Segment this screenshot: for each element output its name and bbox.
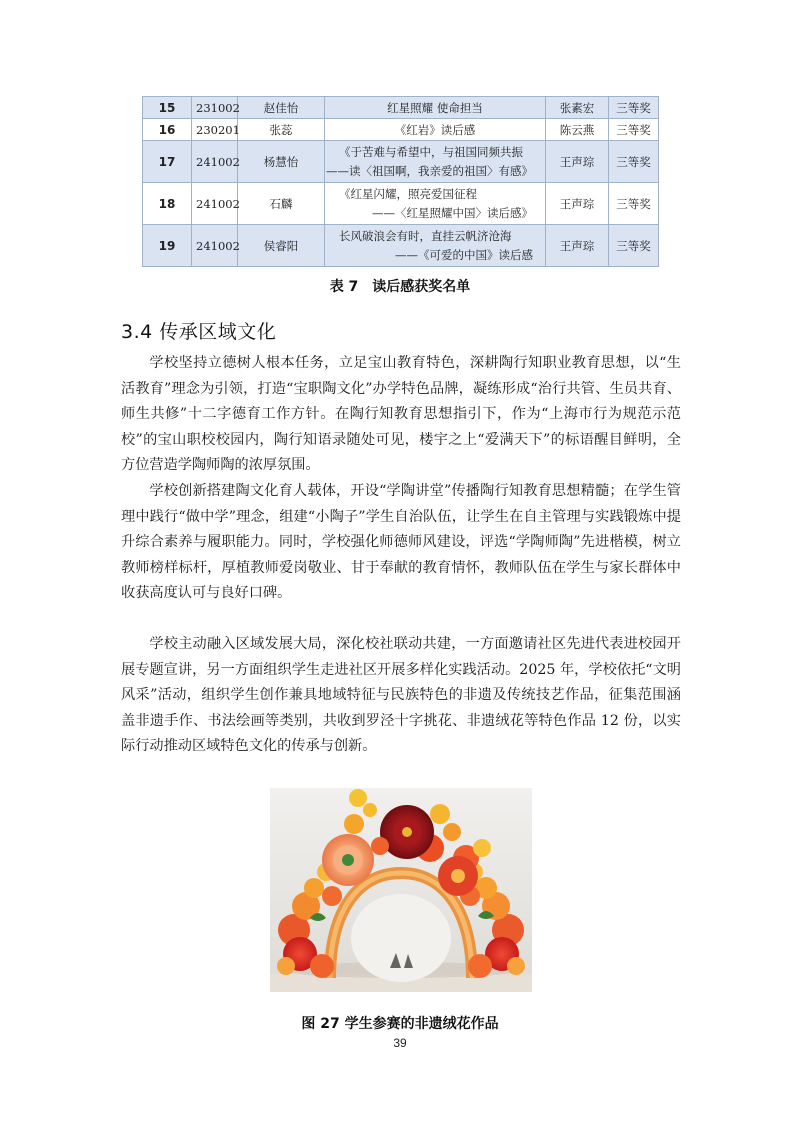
table-row bbox=[143, 119, 659, 141]
row-number: 18 bbox=[143, 183, 192, 225]
student-cell: 赵佳怡 bbox=[238, 97, 325, 119]
title-cell bbox=[325, 225, 546, 267]
award-cell: 三等奖 bbox=[609, 183, 659, 225]
title-cell bbox=[325, 183, 546, 225]
title-cell bbox=[325, 97, 546, 119]
class-cell: 230201 bbox=[192, 119, 238, 141]
award-cell: 三等奖 bbox=[609, 97, 659, 119]
row-number: 15 bbox=[143, 97, 192, 119]
class-cell: 231002 bbox=[192, 97, 238, 119]
title-subline: ——《可爱的中国》读后感 bbox=[395, 247, 533, 262]
table-row bbox=[143, 97, 659, 119]
row-number: 17 bbox=[143, 141, 192, 183]
title-cell bbox=[325, 119, 546, 141]
award-cell: 三等奖 bbox=[609, 119, 659, 141]
student-cell: 张蕊 bbox=[238, 119, 325, 141]
title-line: 长风破浪会有时，直挂云帆济沧海 bbox=[339, 228, 512, 243]
row-number: 19 bbox=[143, 225, 192, 267]
title-subline: ——读〈祖国啊，我亲爱的祖国〉有感》 bbox=[326, 163, 533, 178]
title-line: 红星照耀 使命担当 bbox=[387, 100, 483, 115]
body-paragraph: 学校主动融入区域发展大局，深化校社联动共建，一方面邀请社区先进代表进校园开展专题宣讲，另一方面组织学生走进社区开展多样化实践活动。2025 年，学校依托“文明风采”活动，组织学生创作兼具地域特征与民族特色的非遗及传统技艺作品，征集范围涵盖非遗手作、书法绘画等类别，共收到罗泾十字挑花、非遗绒花等特色作品 12 份，以实际行动推动区域特色文化的传承与创新。 bbox=[121, 636, 681, 755]
teacher-cell: 王声琮 bbox=[546, 183, 609, 225]
award-cell: 三等奖 bbox=[609, 141, 659, 183]
figure-caption: 图 27 学生参赛的非遗绒花作品 bbox=[301, 1016, 499, 1032]
class-cell: 241002 bbox=[192, 225, 238, 267]
body-paragraph: 学校坚持立德树人根本任务，立足宝山教育特色，深耕陶行知职业教育思想，以“生活教育”理念为引领，打造“宝职陶文化”办学特色品牌，凝练形成“治行共管、生员共育、师生共修”十二字德育工作方针。在陶行知教育思想指引下，作为“上海市行为规范示范校”的宝山职校校园内，陶行知语录随处可见，楼宇之上“爱满天下”的标语醒目鲜明，全方位营造学陶师陶的浓厚氛围。 bbox=[121, 355, 681, 474]
student-cell: 石麟 bbox=[238, 183, 325, 225]
student-cell: 侯睿阳 bbox=[238, 225, 325, 267]
title-cell bbox=[325, 141, 546, 183]
class-cell: 241002 bbox=[192, 183, 238, 225]
class-cell: 241002 bbox=[192, 141, 238, 183]
row-number: 16 bbox=[143, 119, 192, 141]
section-heading: 3.4 传承区域文化 bbox=[121, 321, 277, 343]
award-cell: 三等奖 bbox=[609, 225, 659, 267]
teacher-cell: 陈云燕 bbox=[546, 119, 609, 141]
student-cell: 杨慧怡 bbox=[238, 141, 325, 183]
teacher-cell: 王声琮 bbox=[546, 141, 609, 183]
table-row bbox=[143, 225, 659, 267]
title-subline: ——〈红星照耀中国〉读后感》 bbox=[372, 205, 533, 220]
title-line: 《红岩》读后感 bbox=[394, 122, 476, 137]
page-number: 39 bbox=[393, 1036, 407, 1050]
award-table bbox=[142, 96, 659, 267]
table-row bbox=[143, 183, 659, 225]
teacher-cell: 张素宏 bbox=[546, 97, 609, 119]
body-paragraph: 学校创新搭建陶文化育人载体，开设“学陶讲堂”传播陶行知教育思想精髓；在学生管理中践行“做中学”理念，组建“小陶子”学生自治队伍，让学生在自主管理与实践锻炼中提升综合素养与履职能力。同时，学校强化师德师风建设，评选“学陶师陶”先进楷模，树立教师榜样标杆，厚植教师爱岗敬业、甘于奉献的教育情怀，教师队伍在学生与家长群体中收获高度认可与良好口碑。 bbox=[121, 483, 681, 602]
title-line: 《于苦难与希望中，与祖国同频共振 bbox=[339, 144, 523, 159]
table-row bbox=[143, 141, 659, 183]
table-caption: 表 7 读后感获奖名单 bbox=[329, 279, 471, 295]
velvet-flower-headpiece-photo bbox=[270, 788, 532, 992]
title-line: 《红星闪耀，照亮爱国征程 bbox=[339, 186, 477, 201]
teacher-cell: 王声琮 bbox=[546, 225, 609, 267]
